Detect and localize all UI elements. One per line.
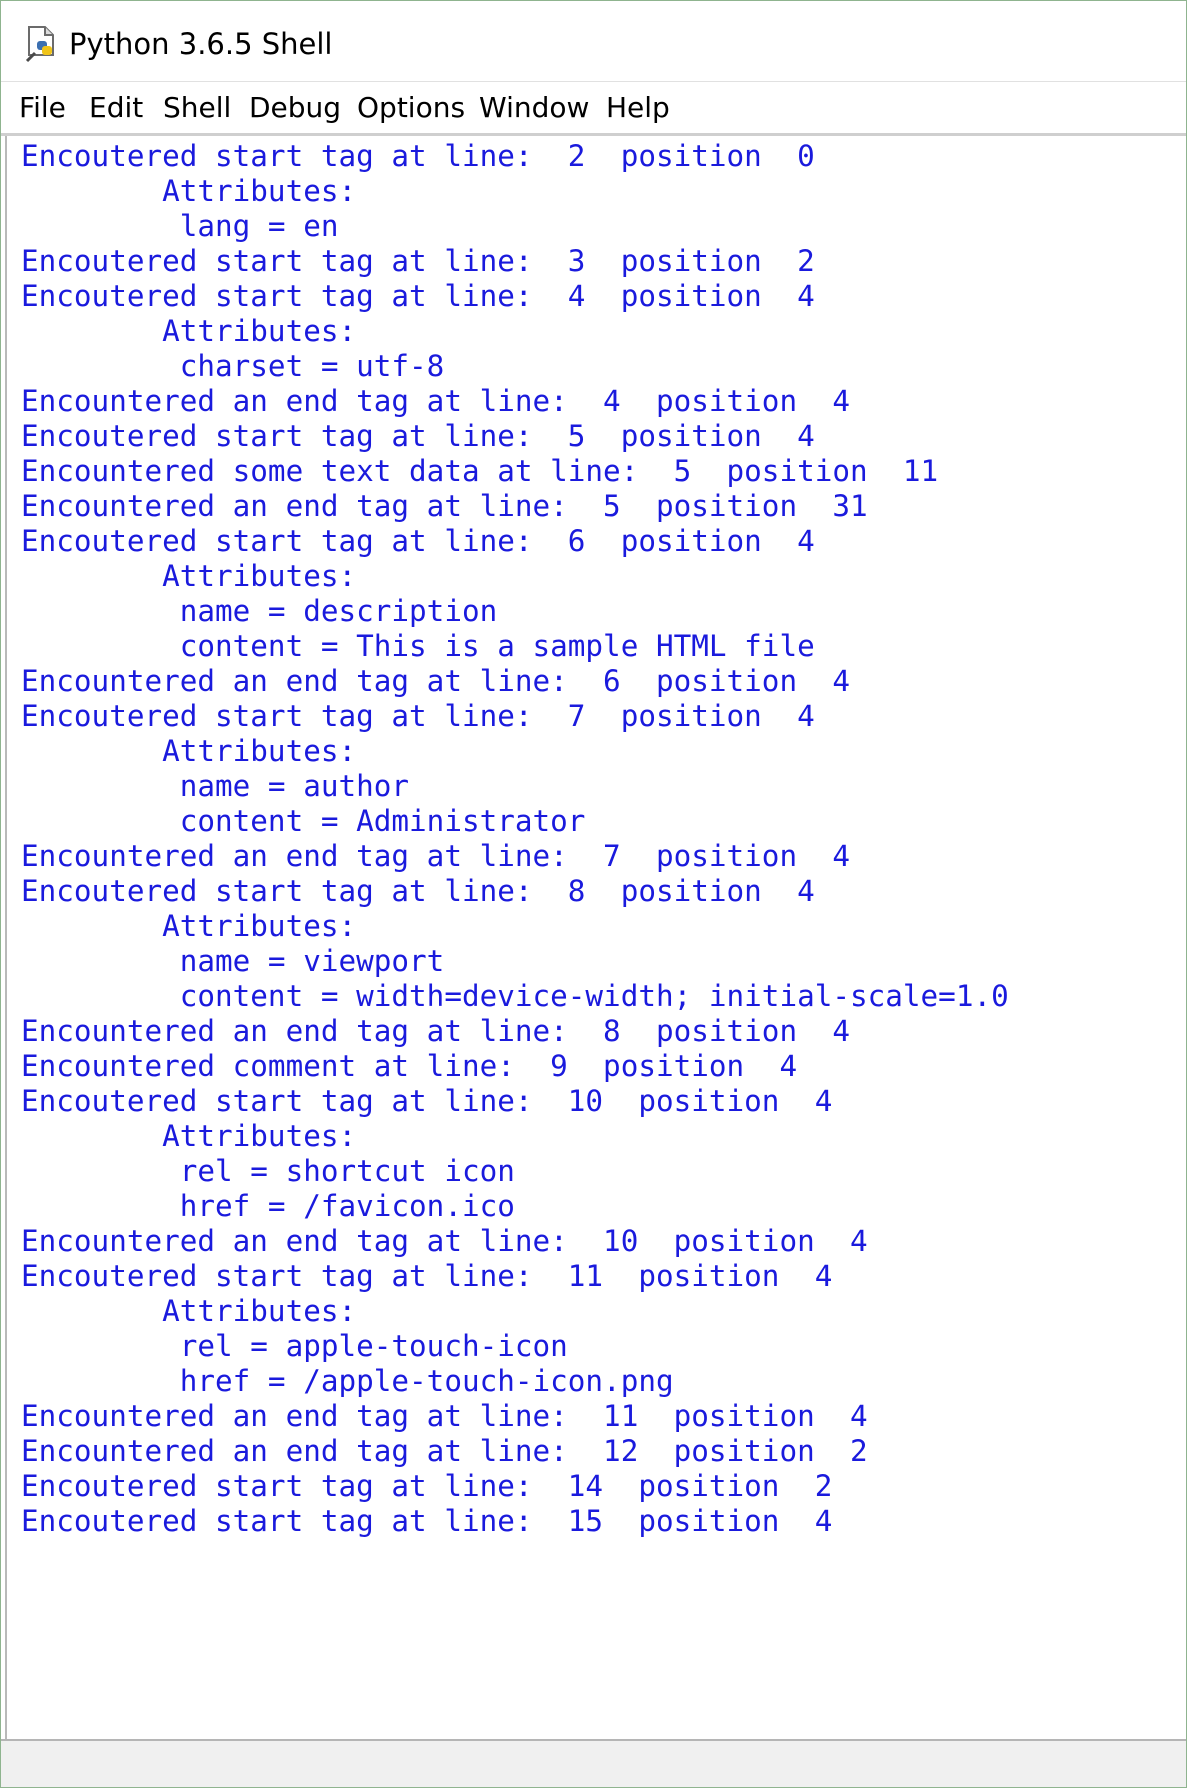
status-bar <box>1 1741 1186 1787</box>
menu-shell[interactable]: Shell <box>163 91 232 124</box>
title-bar[interactable] <box>1 1 1186 81</box>
window-title: Python 3.6.5 Shell <box>69 27 333 61</box>
output-line: Encoutered start tag at line: 10 position 4 <box>21 1084 833 1118</box>
output-line: Encoutered start tag at line: 8 position 4 <box>21 874 815 908</box>
output-line: Encoutered start tag at line: 11 position 4 <box>21 1259 833 1293</box>
output-line: Attributes: <box>21 174 357 208</box>
output-line: Attributes: <box>21 1294 357 1328</box>
output-line: Attributes: <box>21 734 357 768</box>
output-line: rel = apple-touch-icon <box>21 1329 568 1363</box>
output-line: Encountered an end tag at line: 6 position 4 <box>21 664 850 698</box>
output-line: name = viewport <box>21 944 445 978</box>
output-line: Encountered comment at line: 9 position 4 <box>21 1049 798 1083</box>
output-line: content = width=device-width; initial-scale=1.0 <box>21 979 1009 1013</box>
output-line: href = /apple-touch-icon.png <box>21 1364 674 1398</box>
output-line: Encountered an end tag at line: 5 position 31 <box>21 489 868 523</box>
python-idle-icon <box>25 25 61 63</box>
menu-help[interactable]: Help <box>606 91 670 124</box>
output-line: Attributes: <box>21 559 357 593</box>
output-line: Encoutered start tag at line: 7 position 4 <box>21 699 815 733</box>
menu-debug[interactable]: Debug <box>249 91 342 124</box>
output-line: Encoutered start tag at line: 2 position 0 <box>21 139 815 173</box>
menu-bar <box>1 81 1186 134</box>
output-line: content = Administrator <box>21 804 586 838</box>
output-line: Encoutered start tag at line: 6 position 4 <box>21 524 815 558</box>
output-line: Attributes: <box>21 1119 357 1153</box>
output-line: Encountered an end tag at line: 12 position 2 <box>21 1434 868 1468</box>
output-line: Encoutered start tag at line: 3 position 2 <box>21 244 815 278</box>
output-line: Encountered some text data at line: 5 position 11 <box>21 454 939 488</box>
output-line: Encountered an end tag at line: 11 position 4 <box>21 1399 868 1433</box>
output-line: href = /favicon.ico <box>21 1189 515 1223</box>
output-line: Encountered an end tag at line: 8 position 4 <box>21 1014 850 1048</box>
output-line: lang = en <box>21 209 339 243</box>
output-line: Encoutered start tag at line: 5 position 4 <box>21 419 815 453</box>
output-line: name = author <box>21 769 410 803</box>
output-line: Attributes: <box>21 314 357 348</box>
menu-window[interactable]: Window <box>479 91 590 124</box>
output-line: Encoutered start tag at line: 15 position 4 <box>21 1504 833 1538</box>
shell-output-area[interactable] <box>5 136 1187 1739</box>
menu-file[interactable]: File <box>19 91 66 124</box>
output-line: Encoutered start tag at line: 14 position 2 <box>21 1469 833 1503</box>
output-line: Encountered an end tag at line: 4 position 4 <box>21 384 850 418</box>
output-line: charset = utf-8 <box>21 349 445 383</box>
menu-options[interactable]: Options <box>357 91 466 124</box>
output-line: Encoutered start tag at line: 4 position 4 <box>21 279 815 313</box>
output-line: Attributes: <box>21 909 357 943</box>
output-line: rel = shortcut icon <box>21 1154 515 1188</box>
output-line: Encountered an end tag at line: 10 position 4 <box>21 1224 868 1258</box>
menu-edit[interactable]: Edit <box>89 91 144 124</box>
output-line: Encountered an end tag at line: 7 position 4 <box>21 839 850 873</box>
output-line: name = description <box>21 594 498 628</box>
output-line: content = This is a sample HTML file <box>21 629 815 663</box>
